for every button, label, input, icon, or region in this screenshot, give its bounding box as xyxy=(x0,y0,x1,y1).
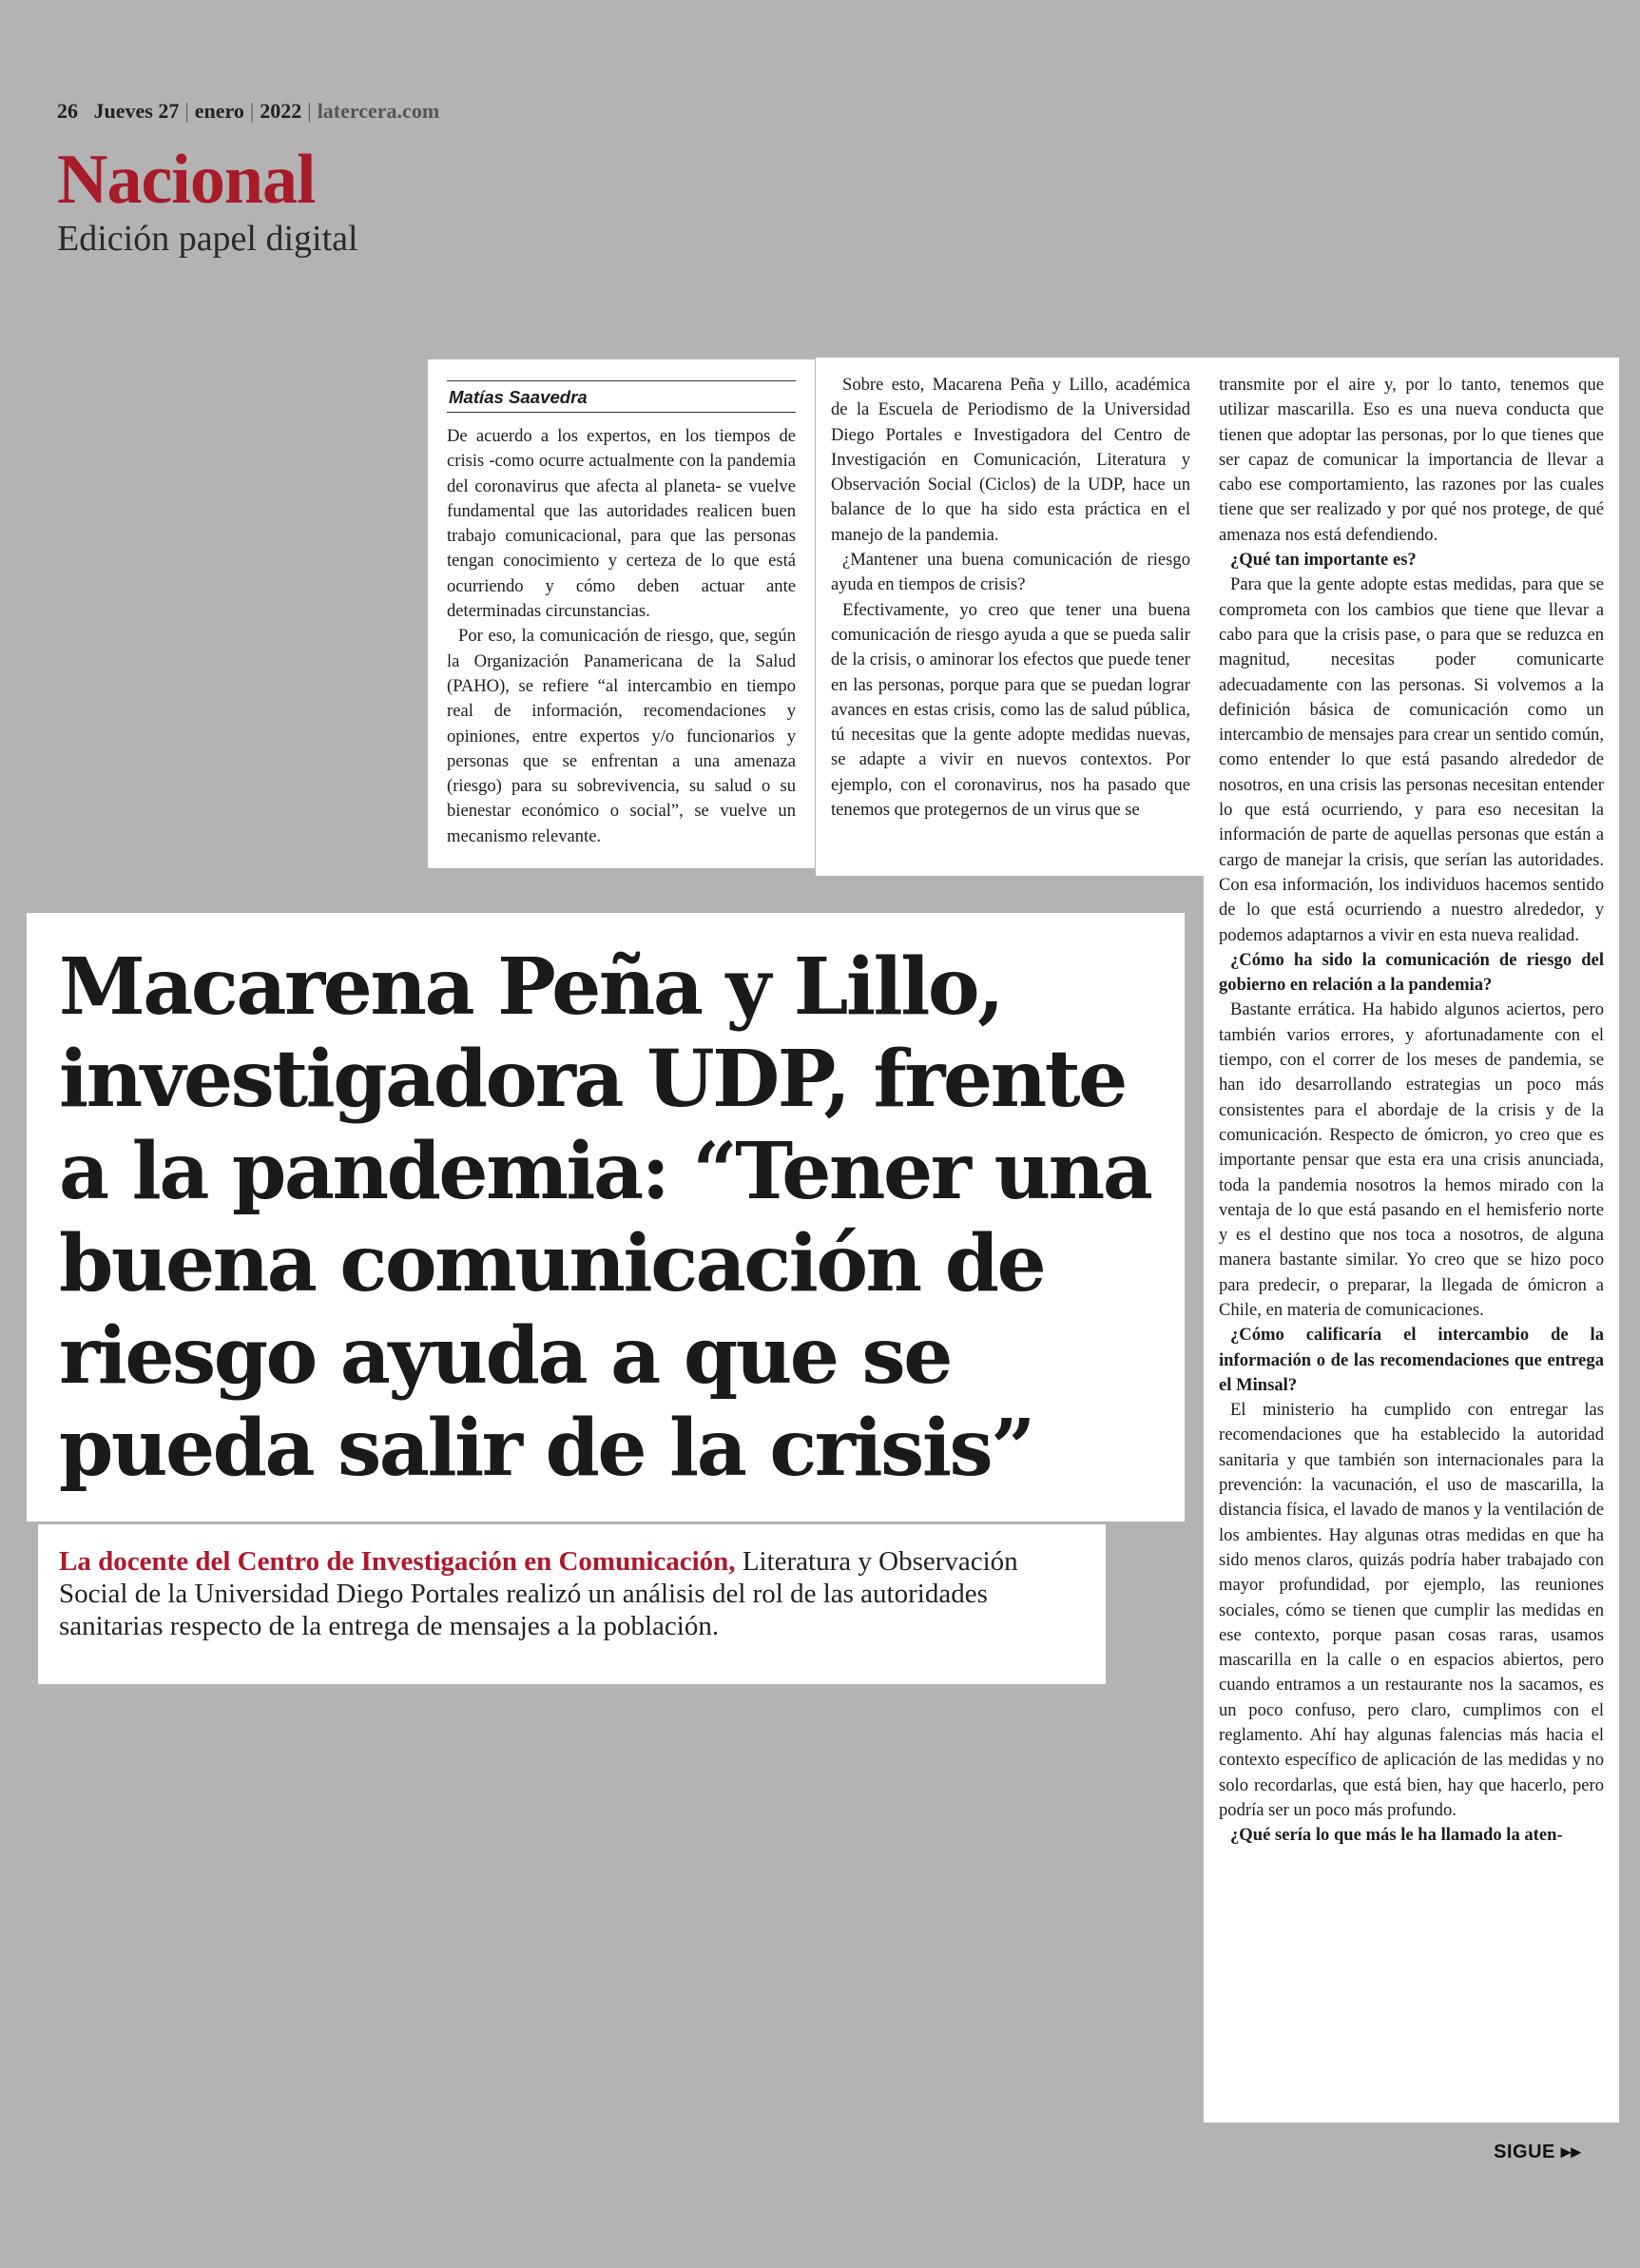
question: ¿Qué tan importante es? xyxy=(1230,550,1417,571)
headline: Macarena Peña y Lillo, investigadora UDP, frente a la pandemia: “Tener una buena comunicación de riesgo ayuda a que se pueda salir de la crisis” xyxy=(59,941,1151,1494)
question: ¿Qué sería lo que más le ha llamado la aten- xyxy=(1230,1825,1563,1846)
headline-box xyxy=(27,913,1185,1522)
article-column-1 xyxy=(428,359,815,868)
issue-weekday: Jueves 27 xyxy=(93,99,180,123)
article-column-3 xyxy=(1204,358,1619,2123)
question: ¿Mantener una buena comunicación de riesgo ayuda en tiempos de crisis? xyxy=(831,550,1190,595)
section-title: Nacional xyxy=(57,141,316,219)
answer: Para que la gente adopte estas medidas, para que se comprometa con los cambios que tiene que llevar a cabo para que la crisis pase, o para que se reduzca en magnitud, necesitas poder comunicarte adecuadamente con las personas. Si volvemos a la definición básica de comunicación como un intercambio de mensajes para crear un sentido común, como entender lo que está pasando alrededor de nosotros, en una crisis las personas necesitan entender lo que está ocurriendo, y para eso necesitan la información de parte de aquellas personas que están a cargo de manejar la crisis, que serían las autoridades. Con esa información, los individuos hacemos sentido de lo que está ocurriendo a nuestro alrededor, y podemos adaptarnos a vivir en esta nueva realidad. xyxy=(1219,574,1604,945)
deck-box xyxy=(38,1524,1106,1684)
paragraph: Efectivamente, yo creo que tener una buena comunicación de riesgo ayuda a que se pueda salir de la crisis, o aminorar los efectos que puede tener en las personas, porque para que se puedan lograr avances en estas crisis, como las de salud pública, tú necesitas que la gente adopte medidas nuevas, se adapte a vivir en nuevos contextos. Por ejemplo, con el coronavirus, nos ha pasado que tenemos que protegernos de un virus que se xyxy=(831,599,1190,821)
page-number: 26 xyxy=(57,99,78,123)
deck-lead: La docente del Centro de Investigación en Comunicación, xyxy=(59,1546,736,1577)
deck-rest: Literatura y Observación Social de la Universidad Diego Portales realizó un análisis del rol de las autoridades sanitarias respecto de la entrega de mensajes a la población. xyxy=(59,1546,1018,1641)
question: ¿Cómo ha sido la comunicación de riesgo del gobierno en relación a la pandemia? xyxy=(1219,949,1604,996)
edition-label: Edición papel digital xyxy=(57,219,358,259)
answer: Bastante errática. Ha habido algunos aciertos, pero también varios errores, y afortunadamente con el tiempo, con el correr de los meses de pandemia, se han ido desarrollando estrategias un poco más consistentes para el abordaje de la crisis y de la comunicación. Respecto de ómicron, yo creo que es importante pensar que esta era una crisis anunciada, toda la pandemia nosotros la hemos mirado con la ventaja de lo que está pasando en el hemisferio norte y es el destino que nos toca a nosotros, de alguna manera bastante similar. Yo creo que se hizo poco para predecir, o preparar, la llegada de ómicron a Chile, en materia de comunicaciones. xyxy=(1219,999,1604,1320)
folio: 26 Jueves 27 | enero | 2022 | latercera.com xyxy=(57,99,440,123)
paragraph: De acuerdo a los expertos, en los tiempos de crisis -como ocurre actualmente con la pandemia del coronavirus que afecta al planeta- se vuelve fundamental que las autoridades realicen buen trabajo comunicacional, para que las personas tengan conocimiento y certeza de lo que está ocurriendo y cómo deben actuar ante determinadas circunstancias. xyxy=(447,426,796,622)
issue-month: enero xyxy=(194,99,244,123)
site-link[interactable]: latercera.com xyxy=(317,99,440,123)
answer: El ministerio ha cumplido con entregar las recomendaciones que ha establecido la autoridad sanitaria y que también son internacionales para la prevención: la vacunación, el uso de mascarilla, la distancia física, el lavado de manos y la ventilación de los ambientes. Hay algunas otras medidas en que ha sido menos claros, quizás podría haber trabajado con mayor profundidad, por ejemplo, las reuniones sociales, cómo se tienen que cumplir las medidas en ese contexto, porque pasan cosas raras, usamos mascarilla en la calle o en espacios abiertos, pero cuando entramos a un restaurante nos la sacamos, es un poco confuso, pero claro, cumplimos con el reglamento. Ahí hay algunas falencias más hacia el contexto específico de aplicación de las medidas y no solo recordarlas, que está bien, hay que hacerlo, pero podría ser un poco más profundo. xyxy=(1219,1400,1604,1820)
question: ¿Cómo calificaría el intercambio de la información o de las recomendaciones que entrega el Minsal? xyxy=(1219,1325,1604,1395)
deck xyxy=(59,1545,1085,1642)
issue-year: 2022 xyxy=(260,99,302,123)
article-column-2 xyxy=(816,358,1206,876)
paragraph: transmite por el aire y, por lo tanto, tenemos que utilizar mascarilla. Eso es una nueva conducta que tienen que adoptar las personas, por lo que tienes que ser capaz de comunicar la importancia de llevar a cabo ese comportamiento, las razones por las cuales tiene que ser realizado y por qué nos protege, de qué amenaza nos está defendiendo. xyxy=(1219,375,1604,545)
continue-label[interactable]: SIGUE ▸▸ xyxy=(1494,2142,1581,2162)
paragraph: Por eso, la comunicación de riesgo, que, según la Organización Panamericana de la Salud (PAHO), se refiere “al intercambio en tiempo real de información, recomendaciones y opiniones, entre expertos y/o funcionarios y personas que se enfrentan a una amenaza (riesgo) para su sobrevivencia, su salud o su bienestar económico o social”, se vuelve un mecanismo relevante. xyxy=(447,626,796,846)
paragraph: Sobre esto, Macarena Peña y Lillo, académica de la Escuela de Periodismo de la Universidad Diego Portales e Investigadora del Centro de Investigación en Comunicación, Literatura y Observación Social (Ciclos) de la UDP, hace un balance de lo que ha sido esta práctica en el manejo de la pandemia. xyxy=(831,375,1190,545)
byline: Matías Saavedra xyxy=(447,380,796,413)
